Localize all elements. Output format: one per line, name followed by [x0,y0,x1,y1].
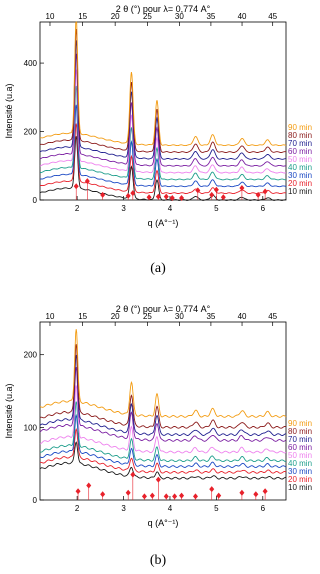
series-line-80-min [40,344,286,428]
y-axis-label: Intensité (u.a) [4,83,14,139]
legend-label: 90 min [288,123,313,132]
reference-marker [100,491,105,497]
legend-label: 60 min [288,443,313,452]
reference-marker [156,477,161,483]
y-tick-label: 200 [23,127,37,137]
legend-label: 40 min [288,459,313,468]
x-tick-label: 6 [260,504,266,513]
reference-marker [172,493,177,499]
top-tick-label: 25 [142,312,152,321]
top-tick-label: 15 [78,312,88,321]
x-axis-label: q (A°⁻¹) [147,218,179,228]
top-tick-label: 35 [206,12,216,21]
legend-label: 20 min [288,179,313,188]
x-tick-label: 2 [74,204,80,213]
top-tick-label: 45 [268,312,278,321]
top-tick-label: 35 [206,312,216,321]
top-tick-label: 20 [110,12,120,21]
x-tick-label: 3 [121,504,126,513]
panel-caption: (a) [150,261,166,276]
reference-marker [239,490,244,496]
reference-marker [86,482,91,488]
top-tick-label: 25 [142,12,152,21]
reference-marker [216,493,221,499]
top-axis-title: 2 θ (°) pour λ= 0,774 A° [115,4,211,14]
reference-marker [164,194,169,200]
x-tick-label: 3 [121,204,126,213]
reference-marker [100,192,105,198]
reference-marker [253,491,258,497]
legend-label: 80 min [288,427,313,436]
x-tick-label: 6 [260,204,266,213]
top-tick-label: 40 [237,312,247,321]
reference-marker [193,493,198,499]
y-tick-label: 100 [23,423,37,433]
y-tick-label: 0 [32,496,37,505]
legend-label: 10 min [288,187,313,196]
top-axis-title: 2 θ (°) pour λ= 0,774 A° [115,304,211,314]
top-tick-label: 10 [45,312,55,321]
legend-label: 10 min [288,483,313,492]
legend-label: 50 min [288,155,313,164]
x-tick-label: 5 [214,504,219,513]
x-tick-label: 4 [167,504,173,513]
series-group [40,329,286,479]
reference-marker [142,493,147,499]
y-tick-label: 400 [23,59,37,69]
y-tick-label: 0 [32,196,37,205]
x-tick-label: 2 [74,504,80,513]
top-tick-label: 20 [110,312,120,321]
reference-marker [164,493,169,499]
x-axis-label: q (A°⁻¹) [147,518,179,528]
reference-marker [76,488,81,494]
top-tick-label: 10 [45,12,55,21]
legend-label: 80 min [288,131,313,140]
reference-marker [209,486,214,492]
top-tick-label: 30 [174,12,184,21]
legend-label: 70 min [288,139,313,148]
reference-marker [126,490,131,496]
reference-marker [263,188,268,194]
reference-marker [263,488,268,494]
reference-marker [209,192,214,198]
legend-label: 70 min [288,435,313,444]
legend-label: 40 min [288,163,313,172]
reference-marker [179,493,184,499]
top-tick-label: 45 [268,12,278,21]
chart-panel-b [0,300,316,574]
x-tick-label: 5 [214,204,219,213]
reference-marker [130,472,135,478]
legend-label: 60 min [288,147,313,156]
y-tick-label: 200 [23,350,37,360]
legend-label: 30 min [288,171,313,180]
reference-marker [150,493,155,499]
x-tick-label: 4 [167,204,173,213]
legend-label: 20 min [288,475,313,484]
reference-marker [74,183,79,189]
legend-label: 90 min [288,419,313,428]
legend-label: 50 min [288,451,313,460]
panel-caption: (b) [149,553,167,568]
top-tick-label: 15 [78,12,88,21]
legend-label: 30 min [288,467,313,476]
series-group [40,22,286,200]
top-tick-label: 30 [174,312,184,321]
reference-marker [214,187,219,193]
top-tick-label: 40 [237,12,247,21]
y-axis-label: Intensité (u.a) [4,383,14,439]
